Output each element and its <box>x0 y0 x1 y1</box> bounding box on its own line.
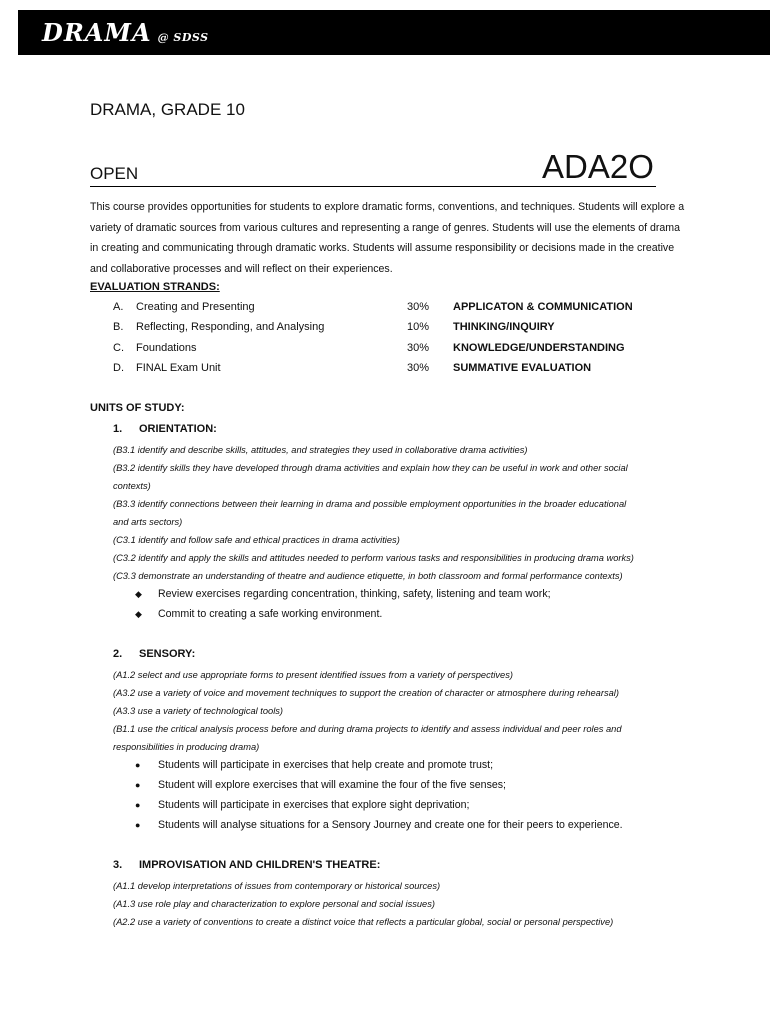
course-type: OPEN <box>90 164 139 183</box>
strand-name: Creating and Presenting <box>136 301 255 313</box>
expectation-line: (C3.2 identify and apply the skills and attitudes needed to perform various tasks and responsibilities in producing drama works) <box>113 553 634 563</box>
strand-row <box>0 342 770 362</box>
unit-number: 2. <box>113 648 123 660</box>
strand-percent: 10% <box>407 321 430 333</box>
strand-category: KNOWLEDGE/UNDERSTANDING <box>453 342 625 354</box>
expectation-line: contexts) <box>113 481 151 491</box>
strand-name: FINAL Exam Unit <box>136 362 221 374</box>
list-item-text: Commit to creating a safe working environment. <box>158 608 383 620</box>
evaluation-strands-heading: EVALUATION STRANDS: <box>90 281 220 293</box>
list-item-text: Review exercises regarding concentration, thinking, safety, listening and team work; <box>158 588 551 600</box>
strand-percent: 30% <box>407 342 430 354</box>
list-item-text: Students will participate in exercises that help create and promote trust; <box>158 759 494 771</box>
expectation-line: (C3.3 demonstrate an understanding of theatre and audience etiquette, in both classroom and formal performance contexts) <box>113 571 623 581</box>
unit-title: IMPROVISATION AND CHILDREN'S THEATRE: <box>139 859 381 871</box>
unit-number: 1. <box>113 423 123 435</box>
strand-letter: C. <box>113 342 124 354</box>
brand-logo <box>42 20 209 51</box>
list-item <box>135 588 551 600</box>
expectation-line: (A1.2 select and use appropriate forms to present identified issues from a variety of perspectives) <box>113 670 513 680</box>
course-code: ADA2O <box>542 148 654 185</box>
list-item-text: Students will participate in exercises that explore sight deprivation; <box>158 799 470 811</box>
diamond-bullet-icon: ◆ <box>135 589 142 599</box>
expectation-line: (B1.1 use the critical analysis process before and during drama projects to identify and assess individual and peer roles and <box>113 724 622 734</box>
strand-category: SUMMATIVE EVALUATION <box>453 362 592 374</box>
strand-name: Foundations <box>136 342 197 354</box>
list-item-text: Student will explore exercises that will examine the four of the five senses; <box>158 779 507 791</box>
expectation-line: (B3.1 identify and describe skills, attitudes, and strategies they used in collaborative drama activities) <box>113 445 528 455</box>
list-item <box>135 779 506 791</box>
brand-subtitle: @ SDSS <box>157 31 209 44</box>
strand-percent: 30% <box>407 301 430 313</box>
strand-category: THINKING/INQUIRY <box>453 321 555 333</box>
strand-letter: D. <box>113 362 124 374</box>
list-item <box>135 799 470 811</box>
expectation-line: (A3.2 use a variety of voice and movement techniques to support the creation of character or atmosphere during rehearsal) <box>113 688 619 698</box>
strand-row <box>0 362 770 382</box>
list-item <box>135 819 623 831</box>
unit-heading <box>113 859 380 871</box>
strand-name: Reflecting, Responding, and Analysing <box>136 321 325 333</box>
unit-title: ORIENTATION: <box>139 423 217 435</box>
expectation-line: (C3.1 identify and follow safe and ethical practices in drama activities) <box>113 535 400 545</box>
brand-name: DRAMA <box>42 18 152 47</box>
list-item <box>135 608 382 620</box>
expectation-line: (B3.2 identify skills they have developed through drama activities and explain how they can be useful in work and other social <box>113 463 628 473</box>
expectation-line: (A1.1 develop interpretations of issues from contemporary or historical sources) <box>113 881 441 891</box>
strand-letter: B. <box>113 321 124 333</box>
unit-heading <box>113 423 217 435</box>
course-description: This course provides opportunities for students to explore dramatic forms, conventions, and techniques. Students will explore a variety of dramatic sources from various cultures and representing a range of genres. Students will use the elements of drama in creating and communicating through dramatic works. Students will assume responsibility or decisions made in the creative and collaborative processes and will reflect on their experiences. <box>90 201 685 275</box>
strand-letter: A. <box>113 301 124 313</box>
unit-number: 3. <box>113 859 123 871</box>
diamond-bullet-icon: ◆ <box>135 609 142 619</box>
strand-percent: 30% <box>407 362 430 374</box>
expectation-line: and arts sectors) <box>113 517 183 527</box>
round-bullet-icon: ● <box>135 800 141 810</box>
unit-heading <box>113 648 195 660</box>
list-item <box>135 759 493 771</box>
round-bullet-icon: ● <box>135 760 141 770</box>
list-item-text: Students will analyse situations for a Sensory Journey and create one for their peers to experience. <box>158 819 623 831</box>
expectation-line: (A3.3 use a variety of technological tools) <box>113 706 284 716</box>
course-title: DRAMA, GRADE 10 <box>90 100 245 119</box>
expectation-line: responsibilities in producing drama) <box>113 742 260 752</box>
expectation-line: (A2.2 use a variety of conventions to create a distinct voice that reflects a particular global, social or personal perspective) <box>113 917 614 927</box>
strand-category: APPLICATON & COMMUNICATION <box>453 301 633 313</box>
units-of-study-heading: UNITS OF STUDY: <box>90 402 185 414</box>
title-divider <box>90 186 656 187</box>
round-bullet-icon: ● <box>135 780 141 790</box>
strand-row <box>0 321 770 341</box>
expectation-line: (B3.3 identify connections between their learning in drama and possible employment opportunities in the broader educational <box>113 499 627 509</box>
strand-row <box>0 301 770 321</box>
unit-title: SENSORY: <box>139 648 196 660</box>
header-bar <box>18 10 770 55</box>
round-bullet-icon: ● <box>135 820 141 830</box>
expectation-line: (A1.3 use role play and characterization to explore personal and social issues) <box>113 899 435 909</box>
